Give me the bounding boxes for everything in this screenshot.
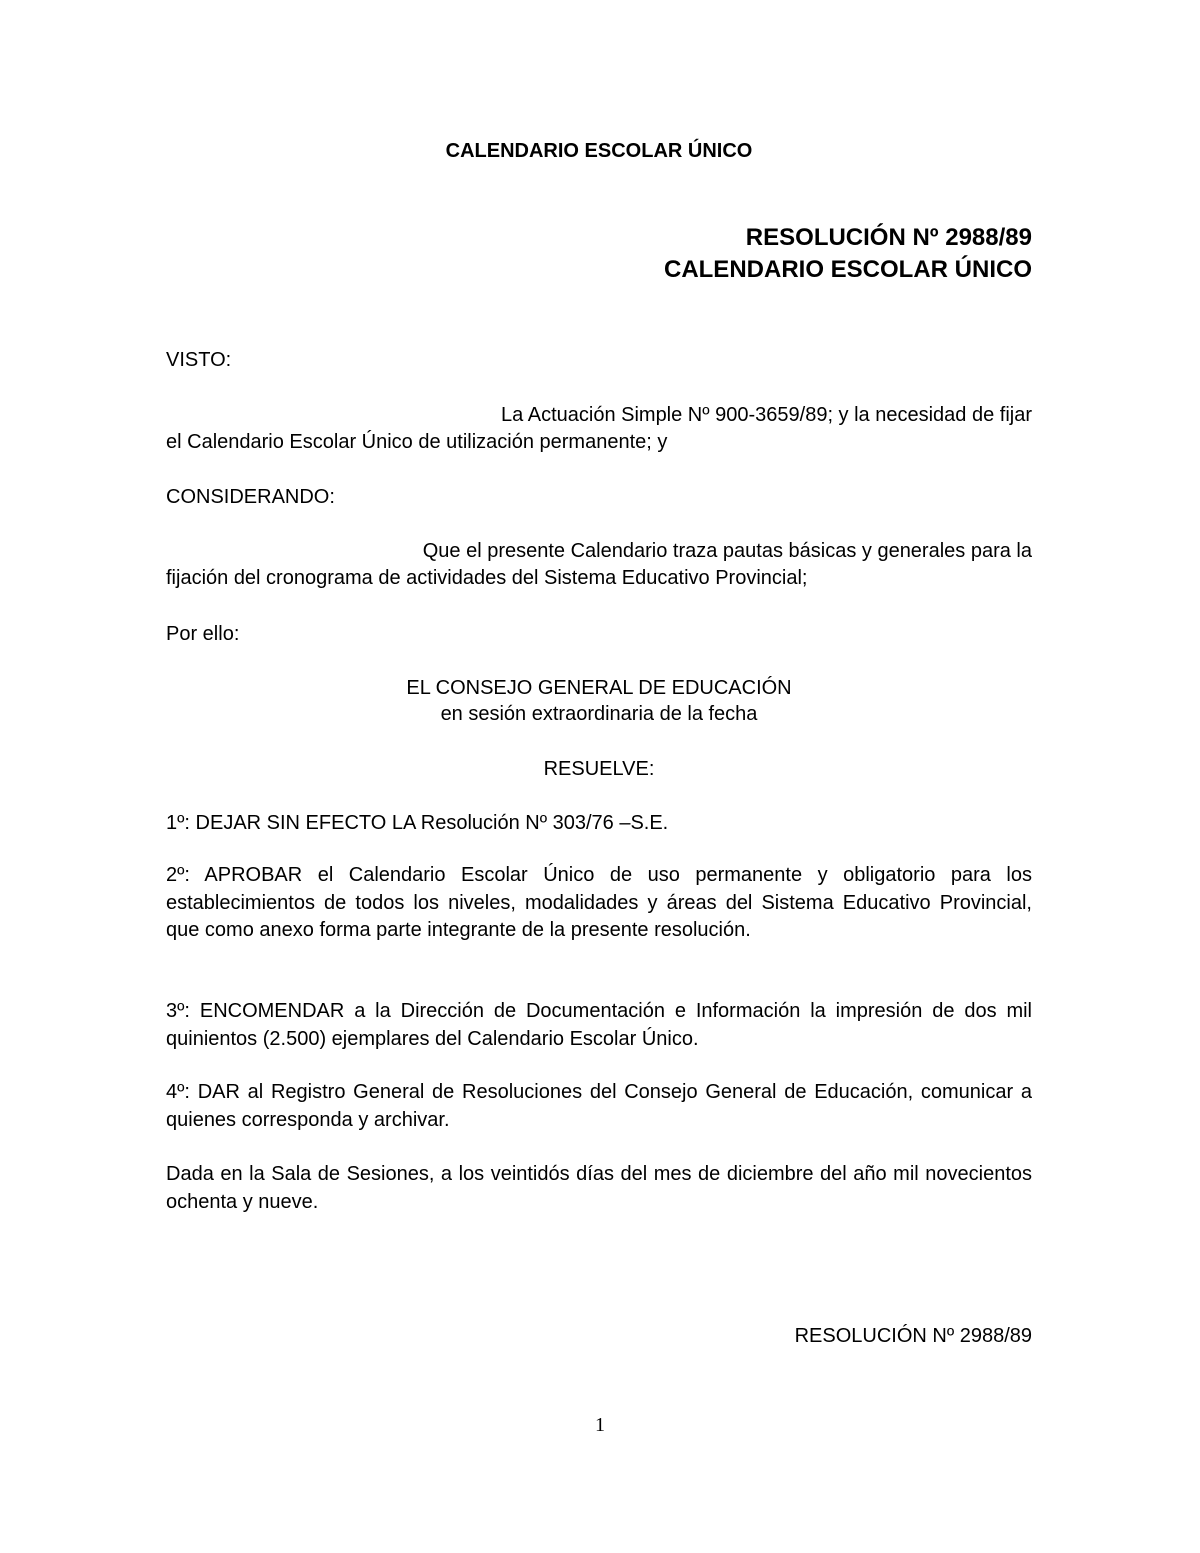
resolution-number-heading: RESOLUCIÓN Nº 2988/89: [745, 224, 1032, 251]
article-1: 1º: DEJAR SIN EFECTO LA Resolución Nº 303/76 –S.E.: [166, 812, 669, 834]
considerando-line-2: fijación del cronograma de actividades del Sistema Educativo Provincial;: [166, 567, 808, 589]
consejo-line-2: en sesión extraordinaria de la fecha: [440, 703, 758, 725]
article-4: 4º: DAR al Registro General de Resoluciones del Consejo General de Educación, comunicar a quienes corresponda y archivar.: [166, 1081, 1032, 1131]
article-2: 2º: APROBAR el Calendario Escolar Único de uso permanente y obligatorio para los establecimientos de todos los niveles, modalidades y áreas del Sistema Educativo Provincial, que como anexo forma parte integrante de la presente resolución.: [166, 864, 1032, 941]
page-number: 1: [595, 1414, 605, 1436]
article-3: 3º: ENCOMENDAR a la Dirección de Documentación e Información la impresión de dos mil quinientos (2.500) ejemplares del Calendario Escolar Único.: [166, 1000, 1032, 1050]
visto-label: VISTO:: [166, 349, 232, 371]
resolution-title-heading: CALENDARIO ESCOLAR ÚNICO: [663, 256, 1032, 283]
top-title: CALENDARIO ESCOLAR ÚNICO: [445, 140, 753, 162]
consejo-line-1: EL CONSEJO GENERAL DE EDUCACIÓN: [406, 677, 792, 699]
footer-resolution-number: RESOLUCIÓN Nº 2988/89: [794, 1325, 1032, 1347]
resuelve-label: RESUELVE:: [543, 758, 655, 780]
considerando-label: CONSIDERANDO:: [166, 486, 335, 508]
considerando-line-1: Que el presente Calendario traza pautas básicas y generales para la: [422, 540, 1032, 562]
dada-paragraph: Dada en la Sala de Sesiones, a los veintidós días del mes de diciembre del año mil novecientos ochenta y nueve.: [166, 1163, 1032, 1213]
por-ello-text: Por ello:: [166, 623, 240, 645]
visto-line-2: el Calendario Escolar Único de utilización permanente; y: [166, 431, 668, 453]
visto-line-1: La Actuación Simple Nº 900-3659/89; y la necesidad de fijar: [501, 404, 1032, 426]
